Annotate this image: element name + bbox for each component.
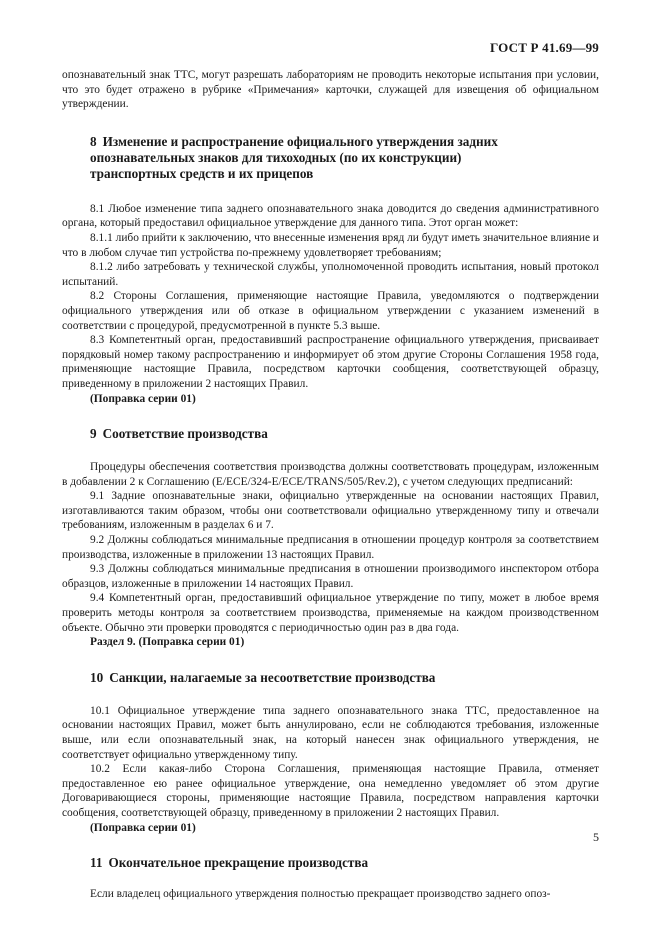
section-11-number: 11 [90,855,103,871]
paragraph-9-4: 9.4 Компетентный орган, предоставивший официальное утверждение по типу, может в любое время проверить методы контроля за соответствием производства, применяемые на каждом производственном объекте. Обычно эти проверки проводятся с периодичностью один раз в два года. [62,592,599,634]
section-10-title: Санкции, налагаемые за несоответствие производства [109,669,436,685]
section-9-heading [90,426,599,442]
paragraph-8-1-2: 8.1.2 либо затребовать у технической службы, уполномоченной проводить испытания, новый протокол испытаний. [62,261,599,288]
section-8-amendment-note: (Поправка серии 01) [90,392,196,405]
paragraph-10-1: 10.1 Официальное утверждение типа заднего опознавательного знака ТТС, предоставленное на основании настоящих Правил, может быть аннулировано, если не соблюдаются требования, изложенные выше, или если опознавательный знак, на который нанесен знак официального утверждения, не соответствует официально утвержденному типу. [62,704,599,761]
section-8-title: Изменение и распространение официального утверждения задних опознавательных знаков для тихоходных (по их конструкции) транспортных средств и их прицепов [90,133,498,181]
paragraph-9-intro: Процедуры обеспечения соответствия производства должны соответствовать процедурам, изложенным в добавлении 2 к Соглашению (E/ECE/324-E/ECE/TRANS/505/Rev.2), с учетом следующих предписаний: [62,461,599,488]
page-number: 5 [593,830,599,844]
paragraph-9-2: 9.2 Должны соблюдаться минимальные предписания в отношении процедур контроля за соответствием производства, изложенные в приложении 13 настоящих Правил. [62,534,599,561]
paragraph-8-1: 8.1 Любое изменение типа заднего опознавательного знака доводится до сведения административного органа, который предоставил официальное утверждение для данного типа. Этот орган может: [62,202,599,230]
section-8-number: 8 [90,133,97,149]
section-8-heading [90,134,599,182]
section-10-number: 10 [90,669,104,685]
section-10-amendment-note: (Поправка серии 01) [90,821,196,834]
paragraph-8-1-1: 8.1.1 либо прийти к заключению, что внесенные изменения вряд ли будут иметь значительное влияние и что в любом случае тип устройства по-прежнему удовлетворяет требованиям; [62,231,599,259]
section-9-amendment-note: Раздел 9. (Поправка серии 01) [90,636,245,649]
intro-paragraph: опознавательный знак ТТС, могут разрешать лабораториям не проводить некоторые испытания при условии, что это будет отражено в рубрике «Примечания» карточки, служащей для извещения об официальном утверждении. [62,69,599,111]
section-9-title: Соответствие производства [102,426,268,442]
paragraph-9-1: 9.1 Задние опознавательные знаки, официально утвержденные на основании настоящих Правил, изготавливаются таким образом, чтобы они соответствовали официально утвержденному типу и отвечали требованиям, изложенным в разделах 6 и 7. [62,490,599,532]
document-body [62,68,599,902]
section-11-title: Окончательное прекращение производства [108,855,369,871]
paragraph-11-intro: Если владелец официального утверждения полностью прекращает производство заднего опоз- [90,888,551,901]
section-9-number: 9 [90,426,97,442]
paragraph-8-2: 8.2 Стороны Соглашения, применяющие настоящие Правила, уведомляются о подтверждении официального утверждения или об отказе в официальном утверждении с указанием изменений в соответствии с процедурой, предусмотренной в пункте 5.3 выше. [62,290,599,332]
standard-code-header: ГОСТ Р 41.69—99 [490,40,599,55]
paragraph-8-3: 8.3 Компетентный орган, предоставивший распространение официального утверждения, присваивает порядковый номер такому распространению и информирует об этом другие Стороны Соглашения 1958 года, применяющие настоящие Правила, посредством карточки сообщения, соответствующей образцу, приведенному в приложении 2 настоящих Правил. [62,334,599,390]
paragraph-10-2: 10.2 Если какая-либо Сторона Соглашения, применяющая настоящие Правила, отменяет предоставленное ею ранее официальное утверждение, она немедленно уведомляет об этом другие Договаривающиеся стороны, применяющие настоящие Правила, посредством направления карточки сообщения, соответствующей образцу, приведенному в приложении 2 настоящих Правил. [62,763,599,819]
section-10-heading [90,670,599,686]
paragraph-9-3: 9.3 Должны соблюдаться минимальные предписания в отношении производимого инспектором отбора образцов, изложенные в приложении 14 настоящих Правил. [62,563,599,590]
section-11-heading [90,855,599,871]
